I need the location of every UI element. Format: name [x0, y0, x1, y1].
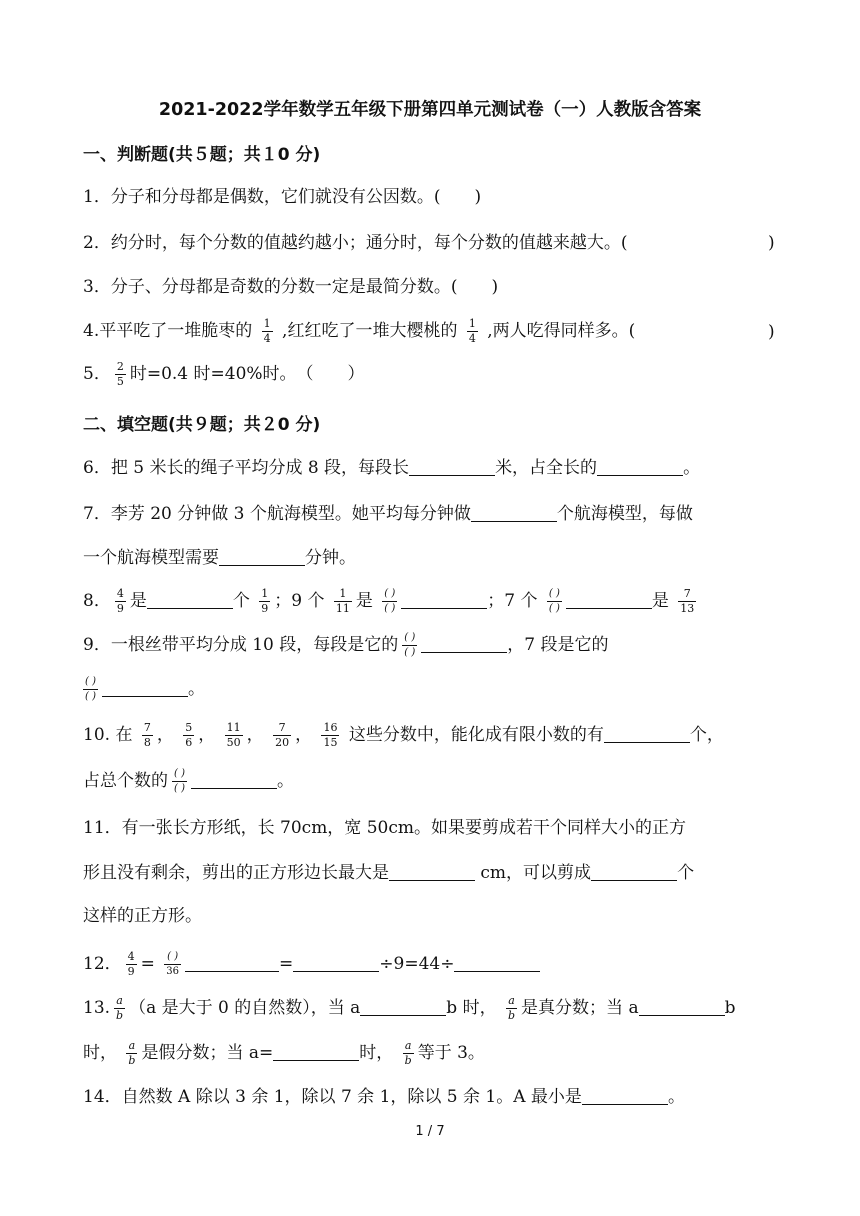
fraction: $\frac{11}{50}$: [226, 721, 241, 749]
fraction-a-over-b: $\frac{a}{b}$: [128, 1039, 136, 1067]
answer-blank[interactable]: [597, 457, 683, 476]
answer-blank[interactable]: [582, 1086, 668, 1105]
question-6: 6．把 5 米长的绳子平均分成 8 段，每段长 米，占全长的 。: [83, 458, 701, 478]
answer-blank[interactable]: [293, 953, 379, 972]
fraction: $\frac{4}{9}$: [127, 950, 135, 978]
question-14: 14．自然数 A 除以 3 余 1，除以 7 余 1，除以 5 余 1。A 最小是 。: [83, 1087, 685, 1107]
question-7-cont: 一个航海模型需要 分钟。: [83, 548, 356, 568]
question-13-cont: 时， $\frac{a}{b}$ 是假分数；当 a= 时， $\frac{a}{b}$ 等于 3。: [83, 1039, 485, 1067]
question-4-close-paren: ): [768, 322, 775, 342]
question-11-line3: 这样的正方形。: [83, 906, 202, 926]
document-title: 2021-2022学年数学五年级下册第四单元测试卷（一）人教版含答案: [158, 100, 702, 120]
section-heading-judgement: 一、判断题(共５题；共１0 分): [83, 145, 321, 165]
answer-blank[interactable]: [360, 997, 446, 1016]
answer-blank[interactable]: [566, 590, 652, 609]
answer-blank[interactable]: [639, 997, 725, 1016]
fraction: $\frac{1}{11}$: [335, 587, 350, 615]
fraction: $\frac{16}{15}$: [323, 721, 338, 749]
fraction-a-over-b: $\frac{a}{b}$: [508, 994, 516, 1022]
answer-blank[interactable]: [471, 503, 557, 522]
answer-blank[interactable]: [185, 953, 279, 972]
question-4: 4.平平吃了一堆脆枣的 $\frac{1}{4}$ ,红红吃了一堆大樱桃的 $\frac{1}{4}$ ,两人吃得同样多。(: [83, 317, 636, 345]
question-8: 8． $\frac{4}{9}$ 是 个 $\frac{1}{9}$ ；9 个 $\frac{1}{11}$ 是 $\frac{( )}{( )}$ ；7 个 $\frac{( )}{( )}$ 是 $\frac{7}{13}$: [83, 587, 695, 615]
placeholder-fraction: $\frac{( )}{( )}$: [174, 768, 185, 794]
fraction: $\frac{1}{9}$: [261, 587, 269, 615]
fraction-a-over-b: $\frac{a}{b}$: [116, 994, 124, 1022]
answer-blank[interactable]: [591, 862, 677, 881]
answer-blank[interactable]: [219, 547, 305, 566]
answer-blank[interactable]: [191, 770, 277, 789]
question-12: 12． $\frac{4}{9}$ = $\frac{( )}{36}$ = ÷9=44÷: [83, 951, 540, 978]
question-9: 9．一根丝带平均分成 10 段，每段是它的 $\frac{( )}{( )}$ ，7 段是它的: [83, 632, 609, 658]
question-10-cont: 占总个数的 $\frac{( )}{( )}$ 。: [83, 768, 294, 794]
answer-blank[interactable]: [454, 953, 540, 972]
answer-blank[interactable]: [102, 678, 188, 697]
fraction: $\frac{4}{9}$: [116, 587, 124, 615]
fraction: $\frac{1}{4}$: [263, 317, 271, 345]
question-13: 13. $\frac{a}{b}$ （a 是大于 0 的自然数），当 a b 时， $\frac{a}{b}$ 是真分数；当 a b: [83, 994, 736, 1022]
answer-blank[interactable]: [401, 590, 487, 609]
answer-blank[interactable]: [421, 634, 507, 653]
answer-blank[interactable]: [389, 862, 475, 881]
fraction-a-over-b: $\frac{a}{b}$: [404, 1039, 412, 1067]
answer-blank[interactable]: [147, 590, 233, 609]
fraction: $\frac{7}{13}$: [680, 587, 695, 615]
fraction: $\frac{1}{4}$: [468, 317, 476, 345]
page-number: 1 / 7: [415, 1124, 445, 1139]
placeholder-fraction: $\frac{( )}{( )}$: [404, 632, 416, 658]
question-10: 10. 在 $\frac{7}{8}$ ， $\frac{5}{6}$ ， $\frac{11}{50}$ ， $\frac{7}{20}$ ， $\frac{16}{15}$ 这些分数中，能化成有限小数的有 个，: [83, 721, 724, 749]
placeholder-fraction: $\frac{( )}{36}$: [166, 951, 180, 977]
fraction: $\frac{7}{20}$: [275, 721, 290, 749]
placeholder-fraction: $\frac{( )}{( )}$: [548, 588, 560, 614]
placeholder-fraction: $\frac{( )}{( )}$: [85, 676, 96, 702]
question-2-close-paren: ): [768, 233, 775, 253]
question-3: 3．分子、分母都是奇数的分数一定是最简分数。( ): [83, 277, 499, 297]
question-9-cont: $\frac{( )}{( )}$ 。: [85, 676, 205, 702]
fraction: $\frac{2}{5}$: [116, 360, 124, 388]
question-2: 2．约分时，每个分数的值越约越小；通分时，每个分数的值越来越大。(: [83, 233, 628, 253]
question-7: 7．李芳 20 分钟做 3 个航海模型。她平均每分钟做 个航海模型，每做: [83, 504, 693, 524]
answer-blank[interactable]: [273, 1042, 359, 1061]
fraction: $\frac{5}{6}$: [185, 721, 193, 749]
fraction: $\frac{7}{8}$: [143, 721, 151, 749]
question-1: 1．分子和分母都是偶数，它们就没有公因数。( ): [83, 187, 482, 207]
question-11-line2: 形且没有剩余，剪出的正方形边长最大是 cm，可以剪成 个: [83, 863, 695, 883]
question-11: 11．有一张长方形纸，长 70cm，宽 50cm。如果要剪成若干个同样大小的正方: [83, 818, 686, 838]
answer-blank[interactable]: [409, 457, 495, 476]
answer-blank[interactable]: [604, 724, 690, 743]
placeholder-fraction: $\frac{( )}{( )}$: [384, 588, 396, 614]
question-5: 5． $\frac{2}{5}$ 时=0.4 时=40%时。 （ ）: [83, 360, 365, 388]
section-heading-fill-blank: 二、填空题(共９题；共２0 分): [83, 415, 321, 435]
